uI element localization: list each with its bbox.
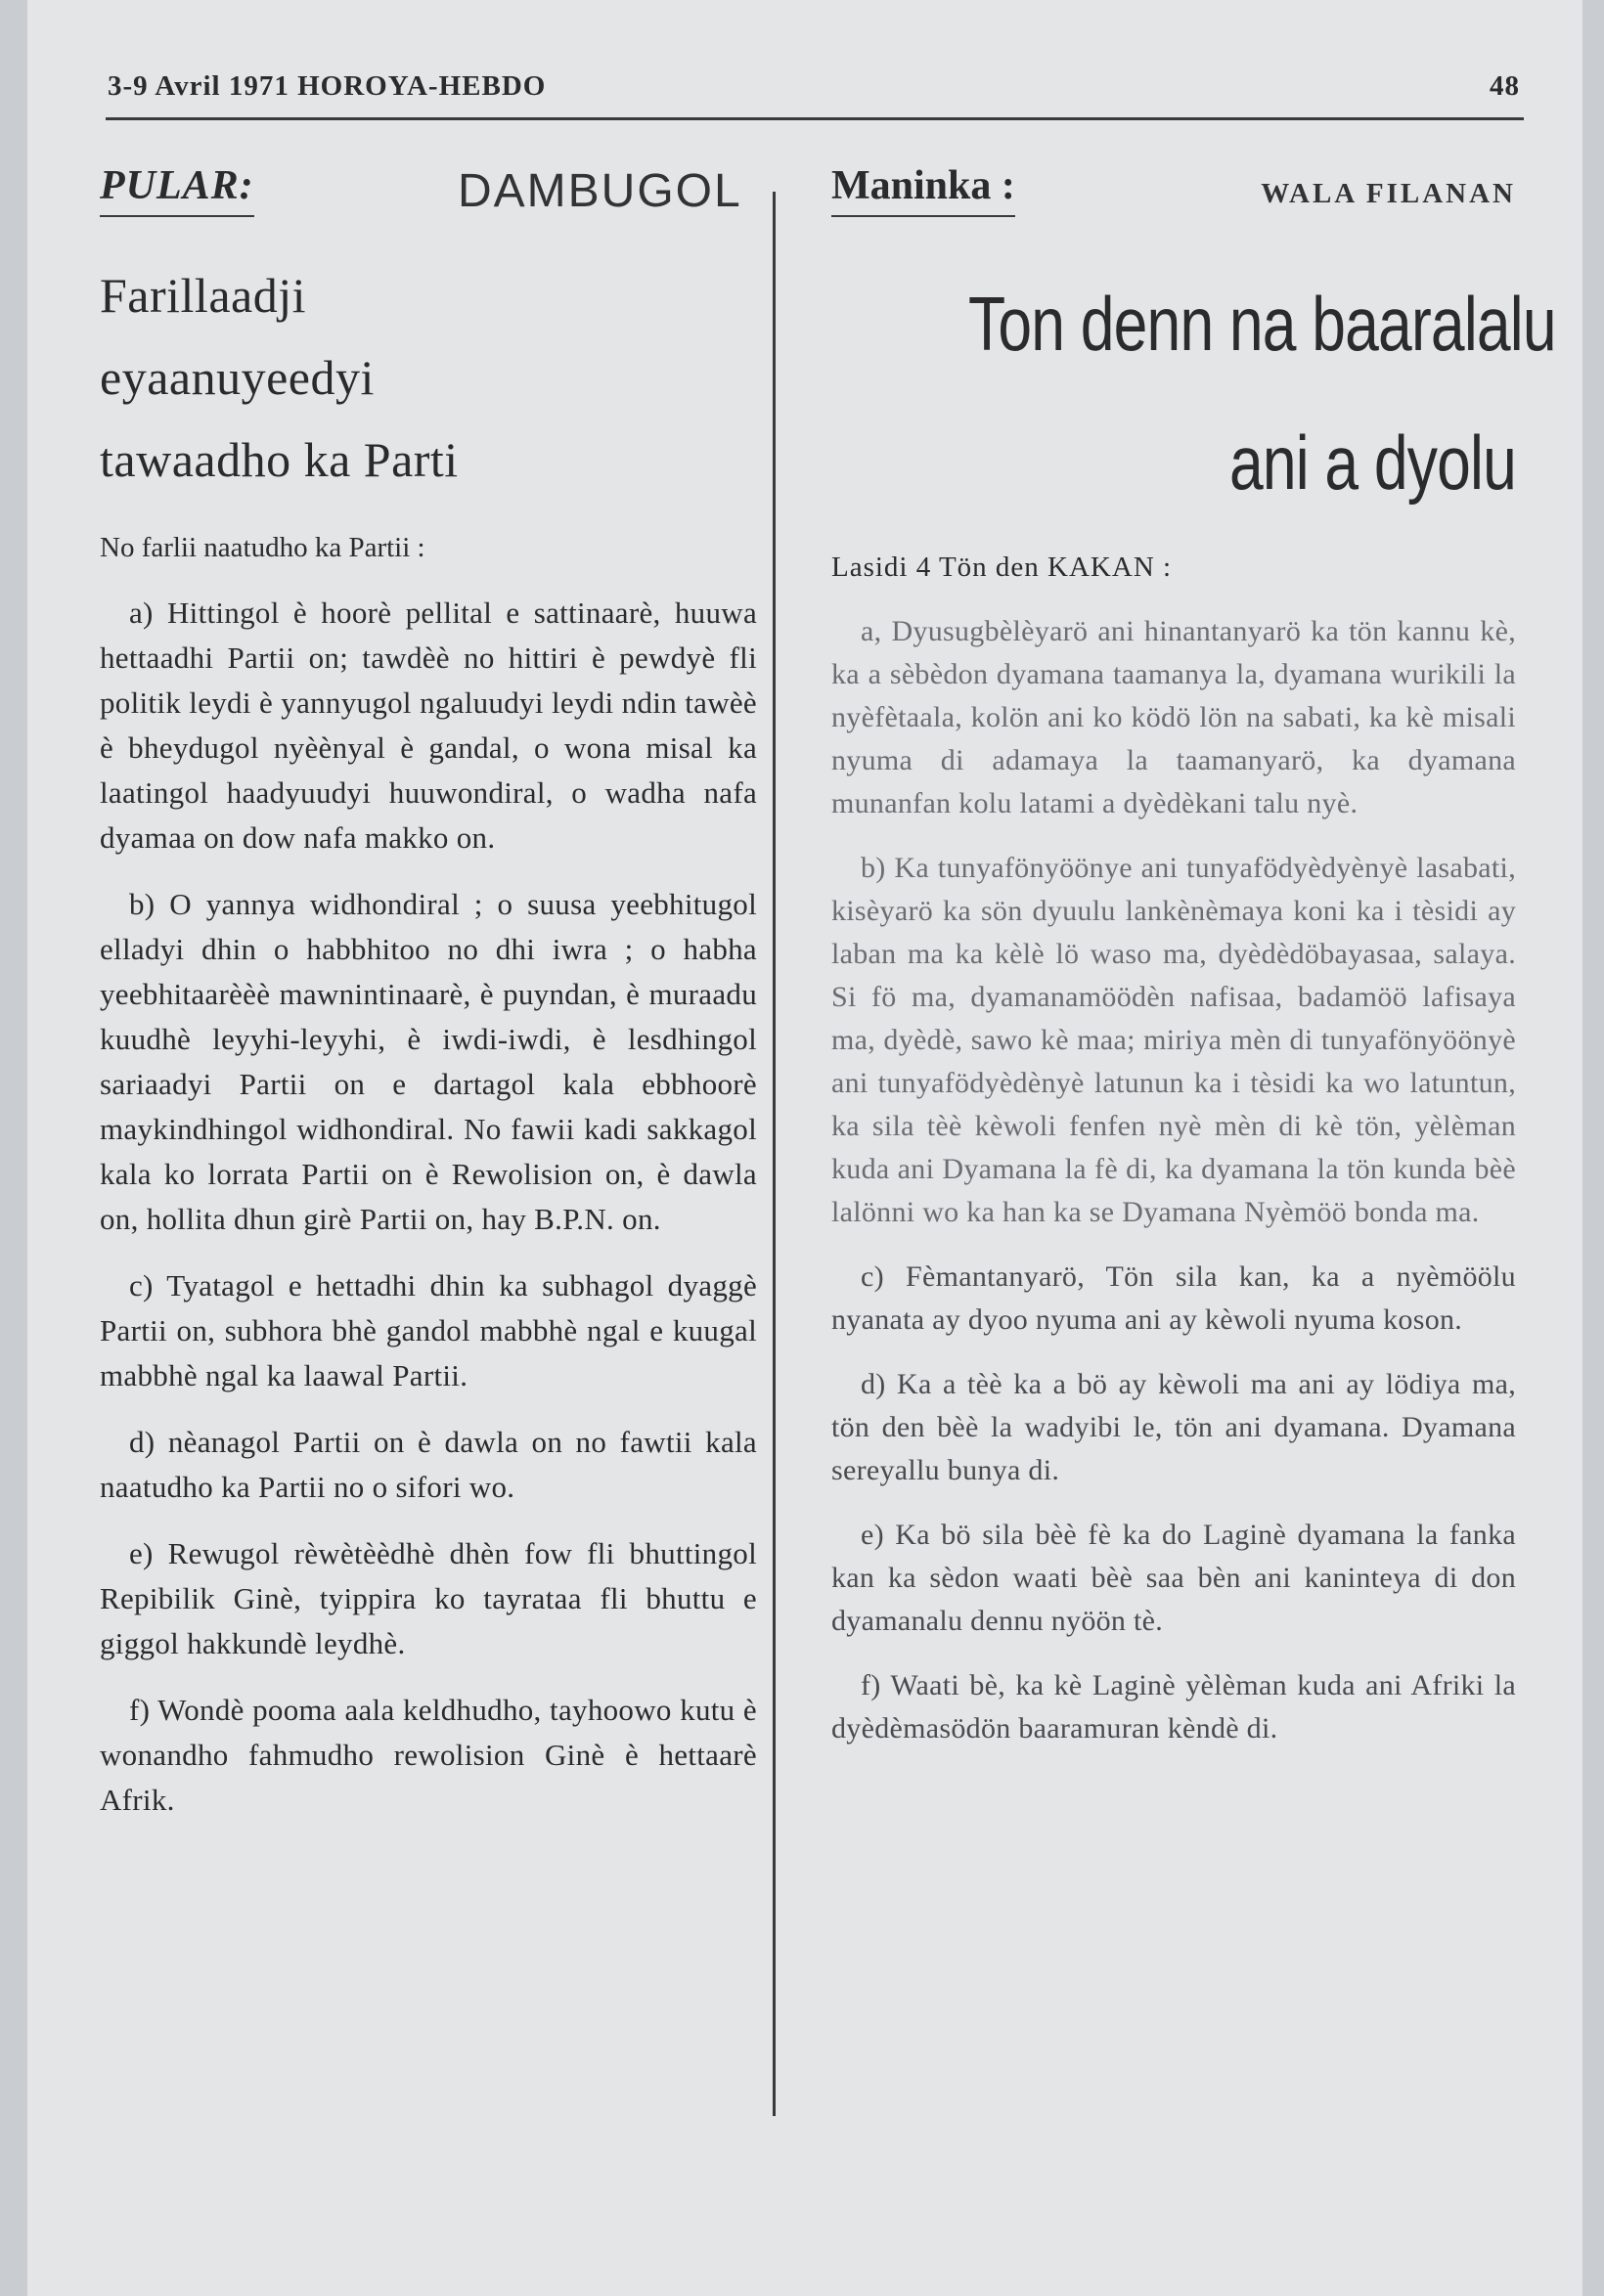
pular-intro: No farlii naatudho ka Partii : (100, 532, 425, 563)
headline-line: Farillaadji (100, 268, 306, 323)
paragraph: d) Ka a tèè ka a bö ay kèwoli ma ani ay lödiya ma, tön den bèè la wadyibi le, tön ani dyamana. Dyamana sereyallu bunya di. (831, 1368, 1516, 1486)
section-title-dambugol: DAMBUGOL (458, 165, 742, 217)
pular-paragraphs (100, 591, 757, 1823)
paragraph: e) Rewugol rèwètèèdhè dhèn fow fli bhuttingol Repibilik Ginè, tyippira ko tayrataa fli bhuttu e giggol hakkundè leydhè. (100, 1536, 757, 1660)
paragraph: f) Wondè pooma aala keldhudho, tayhoowo kutu è wonandho fahmudho rewolision Ginè è hettaarè Afrik. (100, 1693, 757, 1817)
paragraph: d) nèanagol Partii on è dawla on no fawtii kala naatudho ka Partii no o sifori wo. (100, 1425, 757, 1504)
language-label-maninka: Maninka : (831, 162, 1015, 217)
maninka-column (831, 147, 1556, 1772)
pular-headline (100, 254, 757, 501)
maninka-label-row (831, 147, 1516, 227)
headline-line: Ton denn na baaralalu (968, 281, 1556, 367)
paragraph: e) Ka bö sila bèè fè ka do Laginè dyamana la fanka kan ka sèdon waati bèè saa bèn ani kaninteya di don dyamanalu dennu nyöön tè. (831, 1519, 1516, 1637)
column-divider (773, 192, 776, 2116)
pular-column (100, 147, 757, 1844)
maninka-headline (968, 254, 1556, 532)
paragraph: c) Tyatagol e hettadhi dhin ka subhagol dyaggè Partii on, subhora bhè gandol mabbhè ngal e kuugal mabbhè ngal ka laawal Partii. (100, 1268, 757, 1392)
headline-line: eyaanuyeedyi (100, 350, 375, 405)
header-rule (106, 117, 1524, 120)
pular-label-row (100, 147, 757, 227)
section-title-wala-filanan: WALA FILANAN (1261, 178, 1516, 209)
newspaper-page (27, 0, 1582, 2296)
paragraph: b) Ka tunyafönyöönye ani tunyafödyèdyènyè lasabati, kisèyarö ka sön dyuulu lankènèmaya koni ka i tèsidi ay laban ma ka kèlè lö waso ma, dyèdèdöbayasaa, salaya. Si fö ma, dyamanamöödèn nafisaa, badamöö lafisaya ma, dyèdè, sawo kè maa; miriya mèn di tunyafönyöönyè ani tunyafödyèdènyè latunun ka i tèsidi ka wo latuntun, ka sila tèè kèwoli fenfen nyè mèn di kè tön, yèlèman kuda ani Dyamana la fè di, ka dyamana la tön kunda bèè lalönni wo ka han ka se Dyamana Nyèmöö bonda ma. (831, 852, 1516, 1228)
paragraph: c) Fèmantanyarö, Tön sila kan, ka a nyèmöölu nyanata ay dyoo nyuma ani ay kèwoli nyuma koson. (831, 1260, 1516, 1336)
language-label-pular: PULAR: (100, 162, 254, 217)
headline-line: ani a dyolu (1228, 419, 1516, 506)
paragraph: b) O yannya widhondiral ; o suusa yeebhitugol elladyi dhin o habbhitoo no dhi iwra ; o habha yeebhitaarèèè mawnintinaarè, è puyndan, è muraadu kuudhè leyyhi-leyyhi, è iwdi-iwdi, è lesdhingol sariaadyi Partii on e dartagol kala ebbhoorè maykindhingol widhondiral. No fawii kadi sakkagol kala ko lorrata Partii on è Rewolision on, è dawla on, hollita dhun girè Partii on, hay B.P.N. on. (100, 887, 757, 1236)
maninka-intro: Lasidi 4 Tön den KAKAN : (831, 552, 1173, 583)
page-number: 48 (1490, 70, 1520, 102)
issue-date-line: 3-9 Avril 1971 HOROYA-HEBDO (108, 70, 547, 102)
paragraph: f) Waati bè, ka kè Laginè yèlèman kuda ani Afriki la dyèdèmasödön baaramuran kèndè di. (831, 1669, 1516, 1744)
headline-line: tawaadho ka Parti (100, 432, 459, 487)
paragraph: a) Hittingol è hoorè pellital e sattinaarè, huuwa hettaadhi Partii on; tawdèè no hittiri è pewdyè fli politik leydi è yannyugol ngaluudyi leydi ndin tawèè è bheydugol nyèènyal è gandal, o wona misal ka laatingol haadyuudyi huuwondiral, o wadha nafa dyamaa on dow nafa makko on. (100, 596, 757, 855)
maninka-paragraphs (831, 610, 1516, 1750)
paragraph: a, Dyusugbèlèyarö ani hinantanyarö ka tön kannu kè, ka a sèbèdon dyamana taamanya la, dyamana wurikili la nyèfètaala, kolön ani ko ködö lön na sabati, ka kè misali nyuma di adamaya la taamanyarö, ka dyamana munanfan kolu latami a dyèdèkani talu nyè. (831, 615, 1516, 819)
running-head (108, 70, 1520, 111)
